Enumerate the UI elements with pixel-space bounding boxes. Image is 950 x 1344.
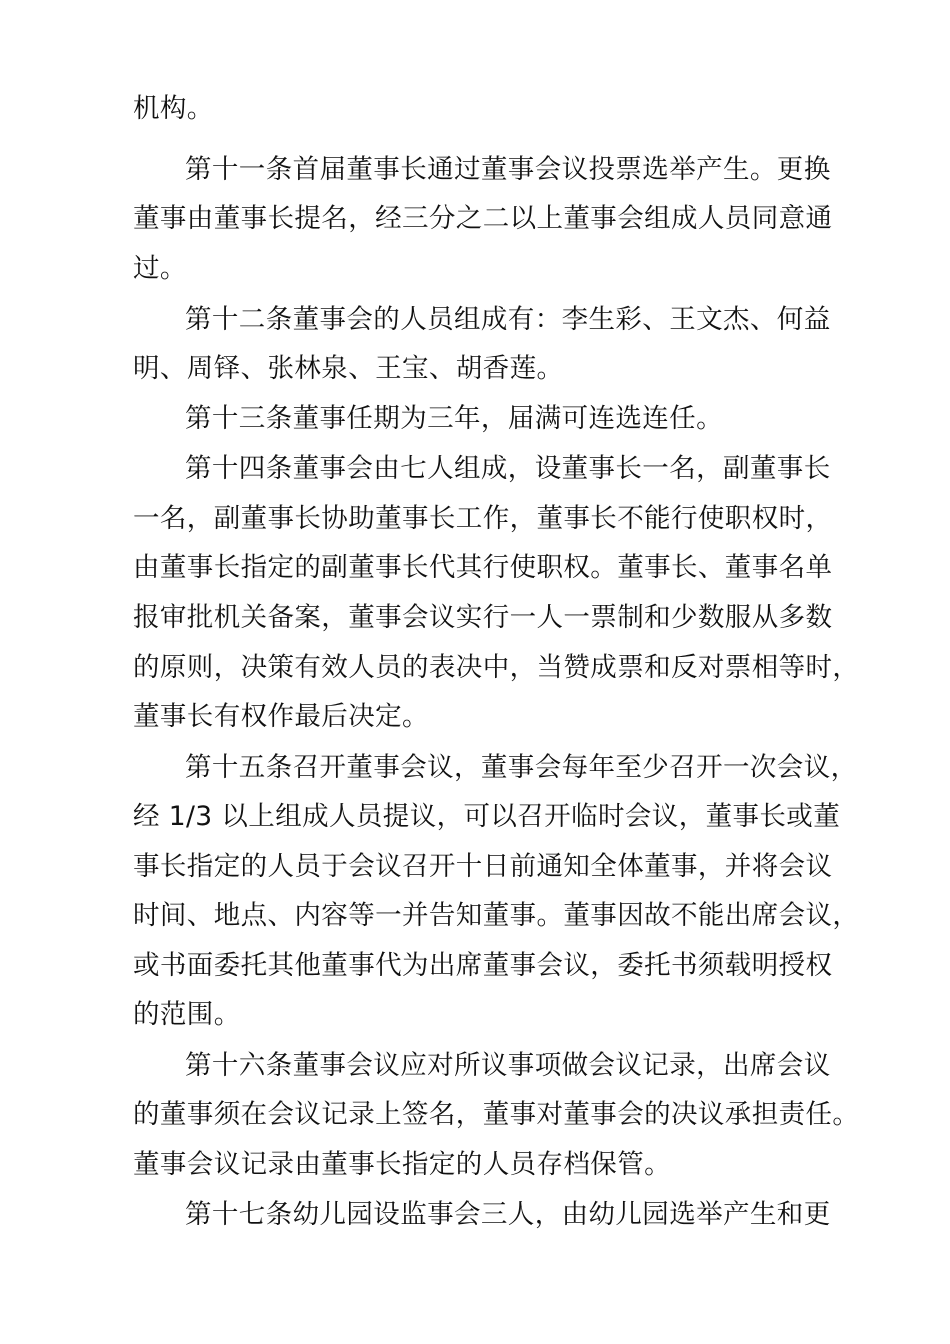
text-line: 经 1/3 以上组成人员提议，可以召开临时会议，董事长或董 (133, 801, 841, 832)
text-line: 一名，副董事长协助董事长工作，董事长不能行使职权时， (133, 503, 833, 534)
text-line: 明、周铎、张林泉、王宝、胡香莲。 (133, 353, 564, 384)
text-line: 董事长有权作最后决定。 (133, 701, 429, 732)
text-line: 第十一条首届董事长通过董事会议投票选举产生。更换 (185, 154, 831, 185)
text-line: 董事会议记录由董事长指定的人员存档保管。 (133, 1149, 671, 1180)
text-line: 第十五条召开董事会议，董事会每年至少召开一次会议， (185, 752, 858, 783)
text-line: 的原则，决策有效人员的表决中，当赞成票和反对票相等时， (133, 652, 860, 683)
text-line: 报审批机关备案，董事会议实行一人一票制和少数服从多数 (133, 602, 833, 633)
text-line: 的董事须在会议记录上签名，董事对董事会的决议承担责任。 (133, 1099, 860, 1130)
text-line: 第十七条幼儿园设监事会三人，由幼儿园选举产生和更 (185, 1199, 831, 1230)
text-line: 事长指定的人员于会议召开十日前通知全体董事，并将会议 (133, 851, 833, 882)
text-line: 第十二条董事会的人员组成有：李生彩、王文杰、何益 (185, 304, 831, 335)
text-line: 或书面委托其他董事代为出席董事会议，委托书须载明授权 (133, 950, 833, 981)
text-line: 的范围。 (133, 999, 241, 1030)
text-line: 董事由董事长提名，经三分之二以上董事会组成人员同意通 (133, 203, 833, 234)
text-line: 第十六条董事会议应对所议事项做会议记录，出席会议 (185, 1050, 831, 1081)
text-line: 由董事长指定的副董事长代其行使职权。董事长、董事名单 (133, 552, 833, 583)
text-line: 第十四条董事会由七人组成，设董事长一名，副董事长 (185, 453, 831, 484)
text-line: 第十三条董事任期为三年，届满可连选连任。 (185, 403, 723, 434)
text-line: 机构。 (133, 93, 214, 124)
text-line: 时间、地点、内容等一并告知董事。董事因故不能出席会议， (133, 900, 860, 931)
text-line: 过。 (133, 253, 187, 284)
